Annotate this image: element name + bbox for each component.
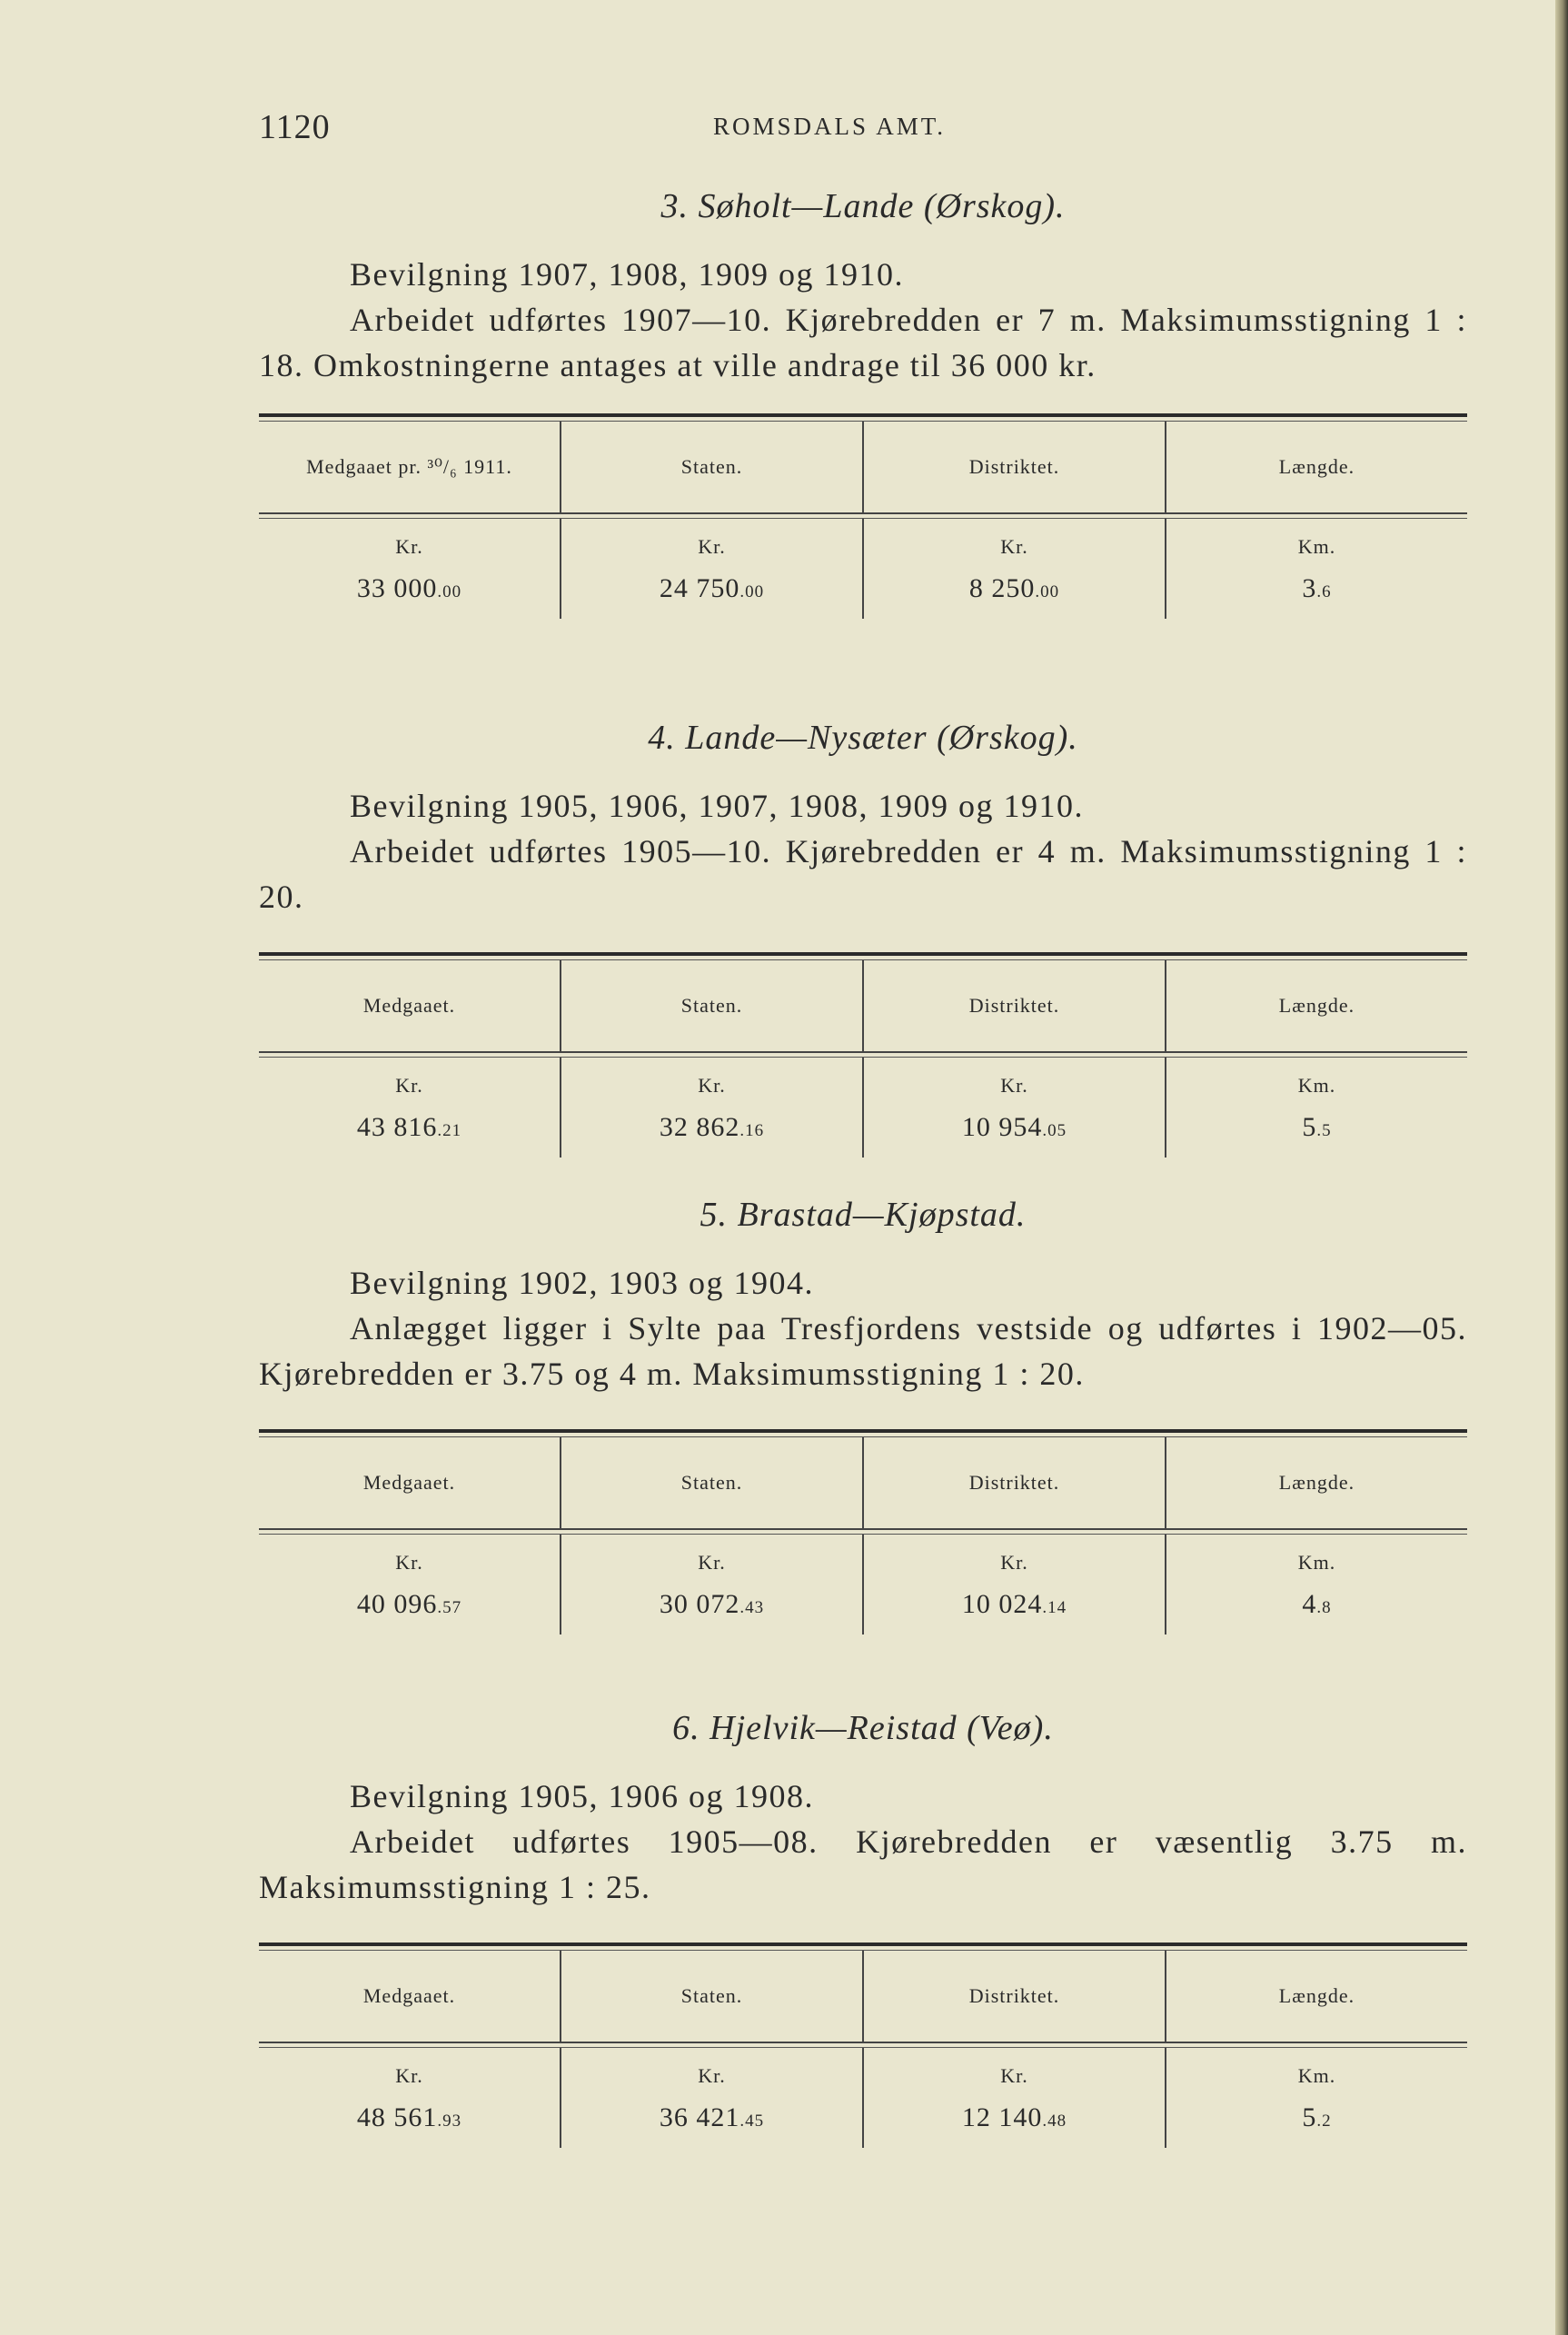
section-title [259, 1708, 1467, 1748]
section-3 [259, 186, 1467, 619]
table-rule [259, 1429, 1467, 1433]
section-number: 3. [660, 187, 689, 225]
section-4 [259, 718, 1467, 1158]
table-cell: Kr. 10 024.14 [864, 1535, 1166, 1634]
expense-table [259, 952, 1467, 1158]
header-cell: Længde. [1278, 994, 1355, 1017]
table-cell: Kr. 30 072.43 [561, 1535, 864, 1634]
table-cell: Kr. 10 954.05 [864, 1058, 1166, 1158]
table-cell: Km. 4.8 [1297, 1551, 1336, 1619]
header-cell: Distriktet. [864, 1951, 1166, 2042]
table-cell: Kr. 43 816.21 [259, 1058, 561, 1158]
section-title [259, 1195, 1467, 1235]
section-6 [259, 1708, 1467, 2148]
table-row [259, 1535, 1467, 1634]
section-name: Søholt—Lande (Ørskog). [698, 187, 1066, 225]
section-name: Hjelvik—Reistad (Veø). [710, 1709, 1054, 1747]
table-rule [259, 1943, 1467, 1946]
table-header-row [259, 960, 1467, 1051]
table-cell: Kr. 36 421.45 [561, 2048, 864, 2148]
table-cell: Km. 3.6 [1297, 535, 1336, 603]
page-edge [1555, 0, 1568, 2335]
section-5 [259, 1195, 1467, 1634]
table-header-row [259, 1951, 1467, 2042]
header-cell: Staten. [561, 960, 864, 1051]
header-cell: Medgaaet. [259, 960, 561, 1051]
table-cell: Kr. 24 750.00 [561, 519, 864, 619]
section-name: Brastad—Kjøpstad. [737, 1196, 1027, 1234]
table-rule [259, 1051, 1467, 1053]
section-number: 6. [672, 1709, 700, 1747]
section-number: 5. [700, 1196, 729, 1234]
paragraph: Bevilgning 1905, 1906, 1907, 1908, 1909 og 1910. [350, 788, 1084, 824]
paragraph: Bevilgning 1905, 1906 og 1908. [350, 1778, 814, 1814]
header-cell: Længde. [1278, 1471, 1355, 1494]
table-rule [259, 2042, 1467, 2043]
header-cell: Medgaaet. [259, 1951, 561, 2042]
table-header-row [259, 422, 1467, 512]
page-header [259, 107, 1467, 153]
table-cell: Kr. 33 000.00 [259, 519, 561, 619]
header-cell: Medgaaet. [259, 1437, 561, 1528]
table-cell: Kr. 40 096.57 [259, 1535, 561, 1634]
table-header-row [259, 1437, 1467, 1528]
table-cell: Kr. 12 140.48 [864, 2048, 1166, 2148]
expense-table [259, 1943, 1467, 2148]
table-rule [259, 1528, 1467, 1530]
expense-table [259, 1429, 1467, 1634]
header-cell: Staten. [561, 422, 864, 512]
table-rule [259, 512, 1467, 514]
running-head: ROMSDALS AMT. [713, 113, 947, 140]
table-rule [259, 952, 1467, 956]
table-cell: Km. 5.2 [1297, 2064, 1336, 2132]
section-title [259, 186, 1467, 226]
section-number: 4. [648, 719, 676, 757]
table-cell: Km. 5.5 [1297, 1074, 1336, 1142]
header-cell: Distriktet. [864, 960, 1166, 1051]
paragraph: Arbeidet udførtes 1905—08. Kjørebredden er væsentlig 3.75 m. Maksimumsstigning 1 : 25. [259, 1823, 1467, 1905]
paragraph: Bevilgning 1907, 1908, 1909 og 1910. [350, 256, 904, 293]
header-cell: Distriktet. [864, 422, 1166, 512]
paragraph: Arbeidet udførtes 1907—10. Kjørebredden er 7 m. Maksimumsstigning 1 : 18. Omkostningerne antages at ville andrage til 36 000 kr. [259, 302, 1467, 383]
header-cell: Staten. [561, 1437, 864, 1528]
section-title [259, 718, 1467, 758]
table-cell: Kr. 48 561.93 [259, 2048, 561, 2148]
paragraph: Arbeidet udførtes 1905—10. Kjørebredden er 4 m. Maksimumsstigning 1 : 20. [259, 833, 1467, 915]
table-row [259, 2048, 1467, 2148]
expense-table [259, 413, 1467, 619]
header-cell: Medgaaet pr. ³⁰/₆ 1911. [259, 422, 561, 512]
header-cell: Længde. [1278, 455, 1355, 478]
table-cell: Kr. 8 250.00 [864, 519, 1166, 619]
header-cell: Distriktet. [864, 1437, 1166, 1528]
table-row [259, 519, 1467, 619]
section-name: Lande—Nysæter (Ørskog). [685, 719, 1078, 757]
page-number: 1120 [259, 108, 331, 146]
paragraph: Bevilgning 1902, 1903 og 1904. [350, 1265, 814, 1301]
paragraph: Anlægget ligger i Sylte paa Tresfjordens vestside og udførtes i 1902—05. Kjørebredden er 3.75 og 4 m. Maksimumsstigning 1 : 20. [259, 1310, 1467, 1392]
table-rule [259, 413, 1467, 417]
header-cell: Staten. [561, 1951, 864, 2042]
header-cell: Længde. [1278, 1984, 1355, 2007]
table-row [259, 1058, 1467, 1158]
table-cell: Kr. 32 862.16 [561, 1058, 864, 1158]
